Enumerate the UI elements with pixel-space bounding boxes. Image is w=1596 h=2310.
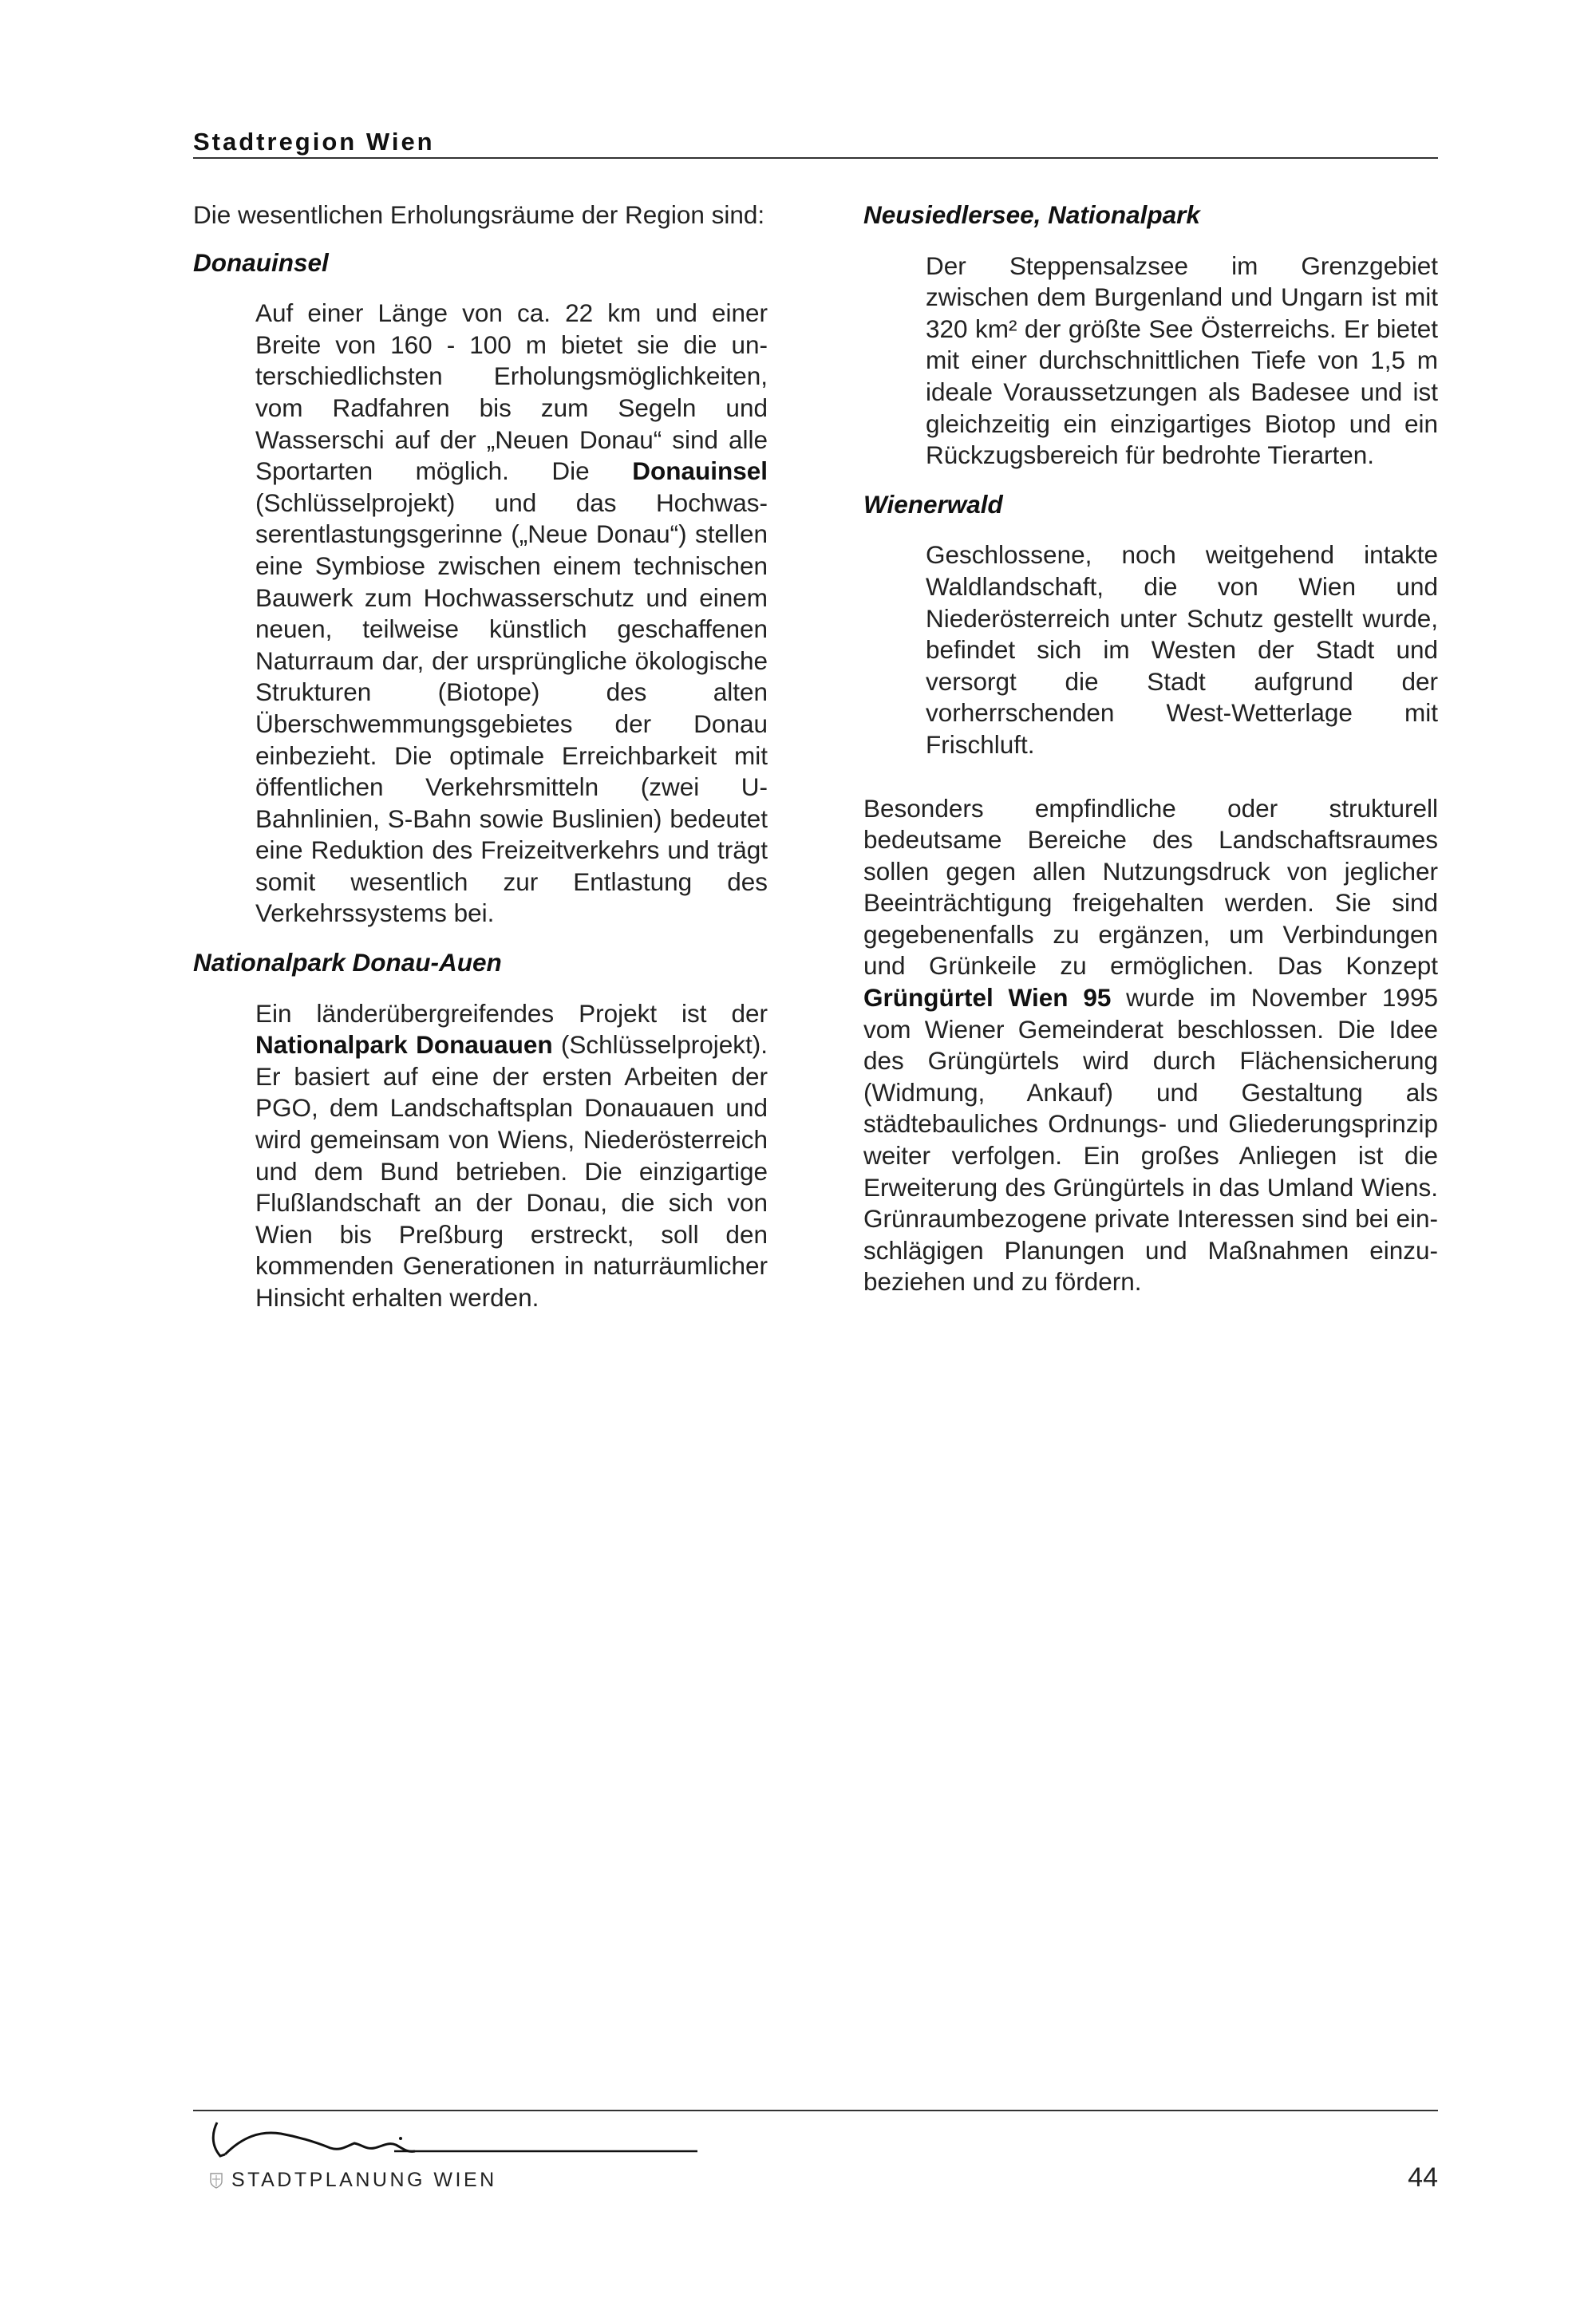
- section-body-wienerwald: Geschlossene, noch weitgehend intakte Waldlandschaft, die von Wien und Niederösterreich unter Schutz gestellt wurde, befindet sich im Westen der Stadt und versorgt die Stadt aufgrund der vorherrschenden West-Wetterlage mit Frischluft.: [926, 540, 1438, 759]
- intro-paragraph: Die wesentlichen Erholungsräume der Region sind:: [193, 200, 765, 229]
- section-body-donauinsel: [255, 298, 768, 930]
- signature-logo-icon: [211, 2115, 697, 2162]
- footer-organization: [209, 2169, 497, 2192]
- body-text: (Schlüsselprojekt). Er basiert auf eine der ersten Arbeiten der PGO, dem Landschaftsplan Donauauen und wird gemeinsam von Wiens, Niederösterreich und dem Bund betrieben. Die einzigartige Flußlandschaft an der Donau, die sich von Wien bis Preßburg erstreckt, soll den kommenden Generationen in naturräumlicher Hinsicht erhalten werden.: [255, 1030, 768, 1312]
- body-text: Besonders empfindliche oder strukturell bedeutsame Bereiche des Landschaftsraumes sollen gegen allen Nutzungsdruck von jeglicher Beeinträchtigung freigehalten werden. Sie sind gegebenenfalls zu ergänzen, um Verbindungen und Grünkeile zu ermöglichen. Das Konzept: [863, 793, 1438, 981]
- section-heading-wienerwald: Wienerwald: [863, 489, 1003, 519]
- vienna-crest-icon: [209, 2172, 223, 2190]
- left-column: [193, 199, 768, 1314]
- body-text: Auf einer Länge von ca. 22 km und einer Breite von 160 - 100 m bietet sie die unterschiedlichsten Erholungsmöglichkeiten, vom Radfahren bis zum Segeln und Wasserschi auf der „Neuen Donau“ sind alle Sportarten möglich. Die: [255, 298, 768, 486]
- organization-name: STADTPLANUNG WIEN: [231, 2169, 497, 2191]
- section-heading-nationalpark-donau-auen: Nationalpark Donau-Auen: [193, 948, 502, 977]
- running-header-title: Stadtregion Wien: [193, 128, 435, 156]
- body-text: (Schlüsselprojekt) und das Hochwasserentlastungsgerinne („Neue Donau“) stellen eine Symbiose zwischen einem technischen Bauwerk zum Hochwasserschutz und einem neuen, teilweise künstlich geschaffenen Naturraum dar, der ursprüngliche ökologische Strukturen (Biotope) des alten Überschwemmungsgebietes der Donau einbezieht. Die optimale Erreichbarkeit mit öffentlichen Verkehrsmitteln (zwei U-Bahnlinien, S-Bahn sowie Buslinien) bedeutet eine Reduktion des Freizeitverkehrs und trägt somit wesentlich zur Entlastung des Verkehrssystems bei.: [255, 488, 768, 928]
- section-heading-neusiedlersee: Neusiedlersee, Nationalpark: [863, 200, 1200, 229]
- closing-paragraph: [863, 793, 1438, 1299]
- footer-divider: [193, 2110, 1438, 2111]
- bold-term-gruenguertel: Grüngürtel Wien 95: [863, 983, 1112, 1013]
- section-heading-donauinsel: Donauinsel: [193, 247, 329, 277]
- bold-term-nationalpark-donauauen: Nationalpark Donauauen: [255, 1030, 553, 1060]
- bold-term-donauinsel: Donauinsel: [632, 456, 768, 486]
- header-divider: [193, 157, 1438, 159]
- section-body-neusiedlersee: Der Steppensalzsee im Grenzgebiet zwischen dem Burgenland und Ungarn ist mit 320 km² der größte See Österreichs. Er bietet mit einer durchschnittlichen Tiefe von 1,5 m ideale Voraussetzungen als Badesee und ist gleichzeitig ein einzigartiges Biotop und ein Rückzugsbereich für bedrohte Tierarten.: [926, 251, 1438, 470]
- right-column: [863, 199, 1438, 1298]
- section-body-nationalpark-donau-auen: [255, 998, 768, 1314]
- body-text: Ein länderübergreifendes Projekt ist der: [255, 998, 768, 1028]
- body-text: wurde im November 1995 vom Wiener Gemeinderat beschlossen. Die Idee des Grüngürtels wird durch Flächensicherung (Widmung, Ankauf) und Gestaltung als städtebauliches Ordnungs- und Gliederungsprinzip weiter verfolgen. Ein großes Anliegen ist die Erweiterung des Grüngürtels in das Umland Wiens. Grünraumbezogene private Interessen sind bei einschlägigen Planungen und Maßnahmen einzubeziehen und zu fördern.: [863, 983, 1438, 1297]
- page-number: 44: [1408, 2162, 1438, 2193]
